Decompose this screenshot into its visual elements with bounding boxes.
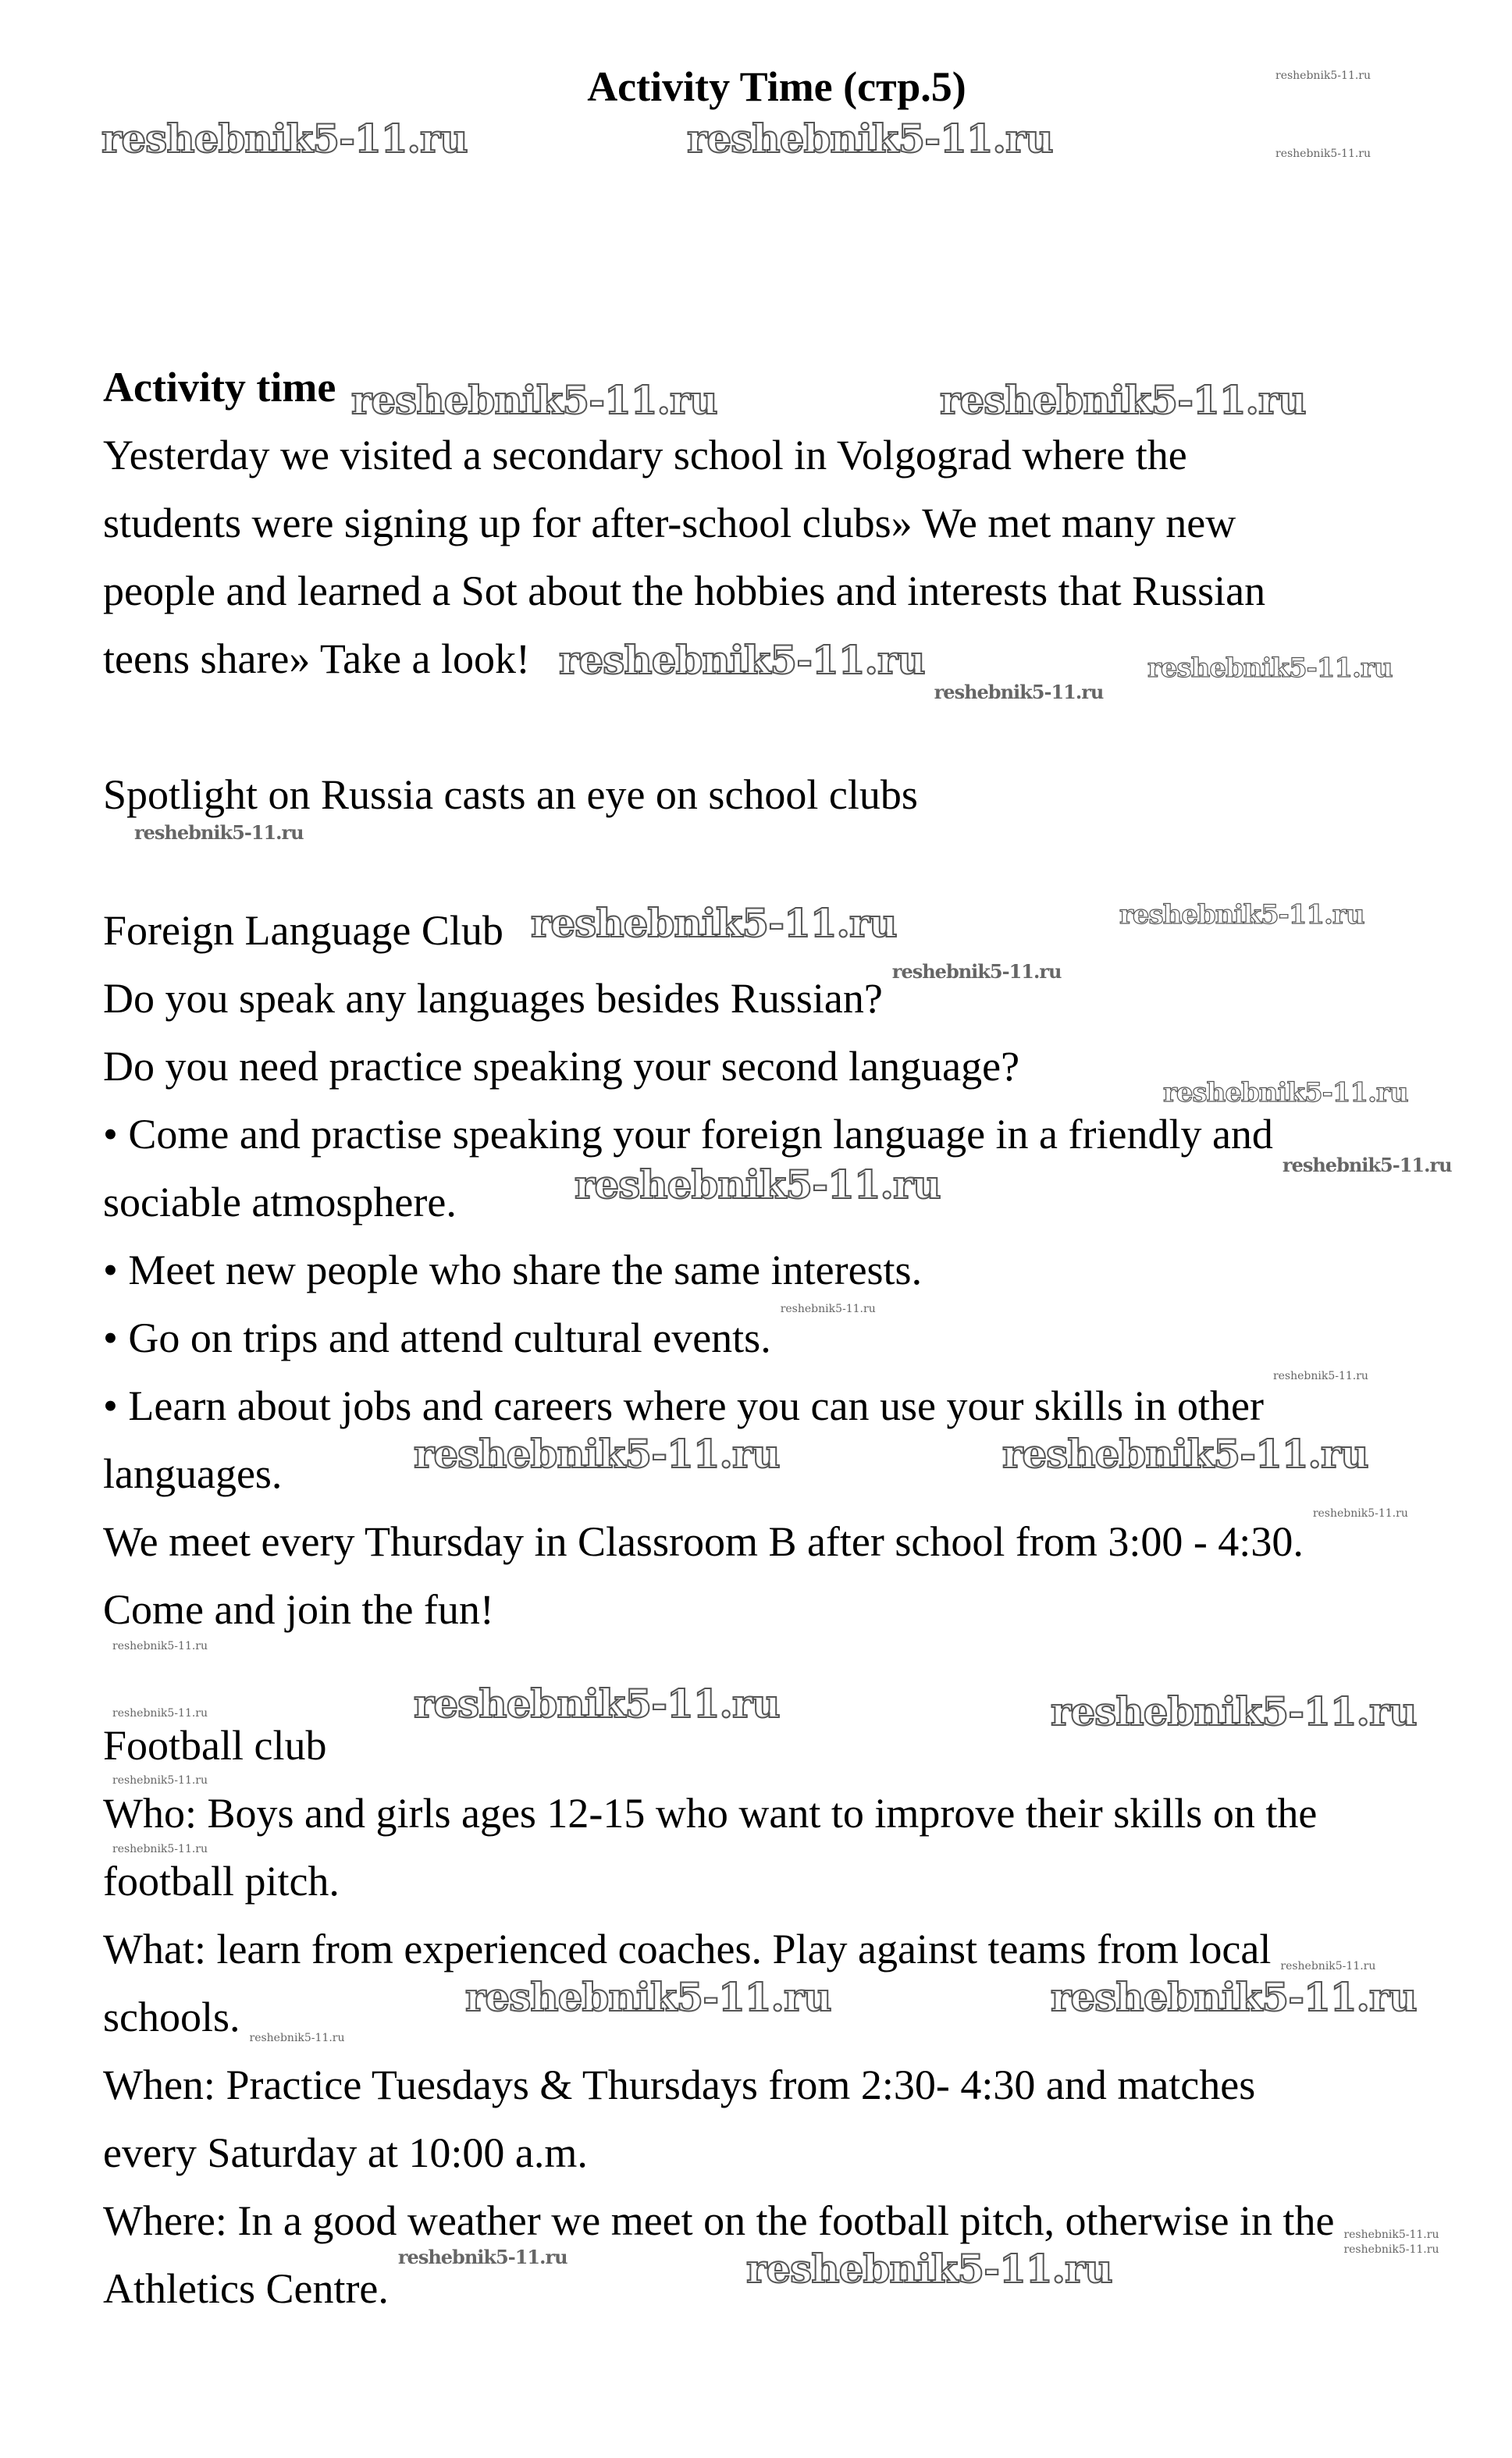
text-line-row bbox=[103, 422, 1477, 489]
text-line-row bbox=[103, 489, 1477, 557]
watermark-text: reshebnik5-11.ru bbox=[134, 821, 304, 844]
watermark-text: reshebnik5-11.ru bbox=[1002, 1431, 1368, 1477]
watermark-text: reshebnik5-11.ru bbox=[746, 2246, 1112, 2292]
watermark-text: reshebnik5-11.ru bbox=[1051, 1974, 1417, 2020]
text-line: Athletics Centre. bbox=[103, 2265, 389, 2312]
watermark-text: reshebnik5-11.ru bbox=[575, 1161, 941, 1208]
text-line-row bbox=[103, 1033, 1477, 1101]
text-line: every Saturday at 10:00 a.m. bbox=[103, 2129, 588, 2176]
text-line-row bbox=[103, 1576, 1477, 1644]
watermark-text: reshebnik5-11.ru bbox=[112, 1640, 208, 1652]
watermark-text: reshebnik5-11.ru bbox=[414, 1681, 780, 1727]
watermark-text: reshebnik5-11.ru bbox=[414, 1431, 780, 1477]
text-line: football pitch. bbox=[103, 1858, 340, 1905]
watermark-text: reshebnik5-11.ru bbox=[1280, 1960, 1376, 1972]
watermark-text: reshebnik5-11.ru bbox=[687, 116, 1053, 162]
watermark-text: reshebnik5-11.ru bbox=[531, 900, 897, 946]
watermark-text: reshebnik5-11.ru bbox=[1275, 69, 1371, 82]
text-line-row bbox=[103, 1983, 1477, 2051]
text-line: What: learn from experienced coaches. Play against teams from local bbox=[103, 1926, 1272, 1972]
watermark-text: reshebnik5-11.ru bbox=[1272, 1370, 1368, 1382]
watermark-text: reshebnik5-11.ru bbox=[1282, 1154, 1452, 1176]
text-line: Come and join the fun! bbox=[103, 1586, 494, 1633]
text-line-row bbox=[103, 2255, 1477, 2323]
text-line-row bbox=[103, 1169, 1477, 1236]
text-line: Who: Boys and girls ages 12-15 who want to improve their skills on the bbox=[103, 1790, 1318, 1837]
page-title: Activity Time (стр.5) bbox=[587, 63, 966, 110]
text-line-row bbox=[103, 1508, 1477, 1576]
watermark-text: reshebnik5-11.ru bbox=[397, 2246, 567, 2268]
text-line: teens share» Take a look! bbox=[103, 635, 531, 682]
watermark-text: reshebnik5-11.ru bbox=[891, 960, 1062, 983]
text-line: We meet every Thursday in Classroom B after school from 3:00 - 4:30. bbox=[103, 1518, 1304, 1565]
text-line: languages. bbox=[103, 1450, 283, 1497]
text-line: Football club bbox=[103, 1722, 327, 1769]
text-line-row bbox=[103, 1712, 1477, 1780]
watermark-text: reshebnik5-11.ru bbox=[465, 1974, 831, 2020]
watermark-text: reshebnik5-11.ru bbox=[559, 637, 925, 683]
watermark-text: reshebnik5-11.ru bbox=[351, 377, 717, 423]
text-line-row bbox=[103, 2051, 1477, 2119]
watermark-text: reshebnik5-11.ru bbox=[1343, 2243, 1439, 2257]
watermark-text: reshebnik5-11.ru bbox=[934, 681, 1104, 703]
text-line: Foreign Language Club bbox=[103, 907, 503, 954]
text-line-row bbox=[103, 2119, 1477, 2187]
text-line: students were signing up for after-school clubs» We met many new bbox=[103, 500, 1236, 546]
watermark-text: reshebnik5-11.ru bbox=[1147, 653, 1393, 684]
text-line-row bbox=[103, 1101, 1477, 1169]
text-line-row bbox=[103, 1304, 1477, 1372]
text-line: Do you speak any languages besides Russian? bbox=[103, 975, 883, 1022]
section-heading: Activity time bbox=[103, 364, 336, 411]
watermark-text: reshebnik5-11.ru bbox=[101, 116, 468, 162]
text-line-row bbox=[103, 761, 1477, 829]
text-line: Spotlight on Russia casts an eye on school clubs bbox=[103, 771, 918, 818]
text-line: Do you need practice speaking your second language? bbox=[103, 1043, 1020, 1090]
text-line: Where: In a good weather we meet on the football pitch, otherwise in the bbox=[103, 2197, 1335, 2244]
blank-line bbox=[103, 693, 1477, 761]
text-line: • Meet new people who share the same interests. bbox=[103, 1247, 923, 1293]
watermark-text: reshebnik5-11.ru bbox=[1275, 148, 1371, 160]
watermark-text: reshebnik5-11.ru bbox=[940, 377, 1306, 423]
text-line-row bbox=[103, 965, 1477, 1033]
watermark-text: reshebnik5-11.ru bbox=[1051, 1688, 1417, 1734]
text-line-row bbox=[103, 1916, 1477, 1983]
text-line-row bbox=[103, 1848, 1477, 1916]
watermark-text: reshebnik5-11.ru bbox=[112, 1707, 208, 1720]
text-line-row bbox=[103, 2187, 1477, 2255]
watermark-text: reshebnik5-11.ru bbox=[780, 1303, 876, 1315]
text-line-row bbox=[103, 1236, 1477, 1304]
watermark-text: reshebnik5-11.ru bbox=[1312, 1507, 1408, 1520]
text-line: • Learn about jobs and careers where you can use your skills in other bbox=[103, 1382, 1264, 1429]
watermark-text: reshebnik5-11.ru bbox=[249, 2032, 345, 2044]
text-line: When: Practice Tuesdays & Thursdays from 2:30- 4:30 and matches bbox=[103, 2061, 1256, 2108]
blank-line bbox=[103, 829, 1477, 897]
page-title-row bbox=[0, 59, 1512, 114]
watermark-text: reshebnik5-11.ru bbox=[112, 1774, 208, 1787]
text-line-row bbox=[103, 1780, 1477, 1848]
text-line-row bbox=[103, 897, 1477, 965]
text-line-row bbox=[103, 557, 1477, 625]
text-line: sociable atmosphere. bbox=[103, 1179, 457, 1225]
text-line: • Come and practise speaking your foreign language in a friendly and bbox=[103, 1111, 1273, 1158]
watermark-text: reshebnik5-11.ru bbox=[1343, 2229, 1439, 2241]
watermark-text: reshebnik5-11.ru bbox=[1119, 899, 1364, 930]
text-line-row bbox=[103, 1372, 1477, 1440]
text-line: people and learned a Sot about the hobbies and interests that Russian bbox=[103, 567, 1266, 614]
blank-line bbox=[103, 1644, 1477, 1712]
watermark-text: reshebnik5-11.ru bbox=[1163, 1077, 1408, 1108]
text-line-row bbox=[103, 354, 1477, 422]
text-line: Yesterday we visited a secondary school in Volgograd where the bbox=[103, 432, 1187, 478]
watermark-text: reshebnik5-11.ru bbox=[112, 1843, 208, 1855]
document-body bbox=[103, 354, 1477, 2323]
text-line: • Go on trips and attend cultural events. bbox=[103, 1314, 771, 1361]
text-line-row bbox=[103, 1440, 1477, 1508]
text-line-row bbox=[103, 625, 1477, 693]
text-line: schools. bbox=[103, 1994, 240, 2040]
